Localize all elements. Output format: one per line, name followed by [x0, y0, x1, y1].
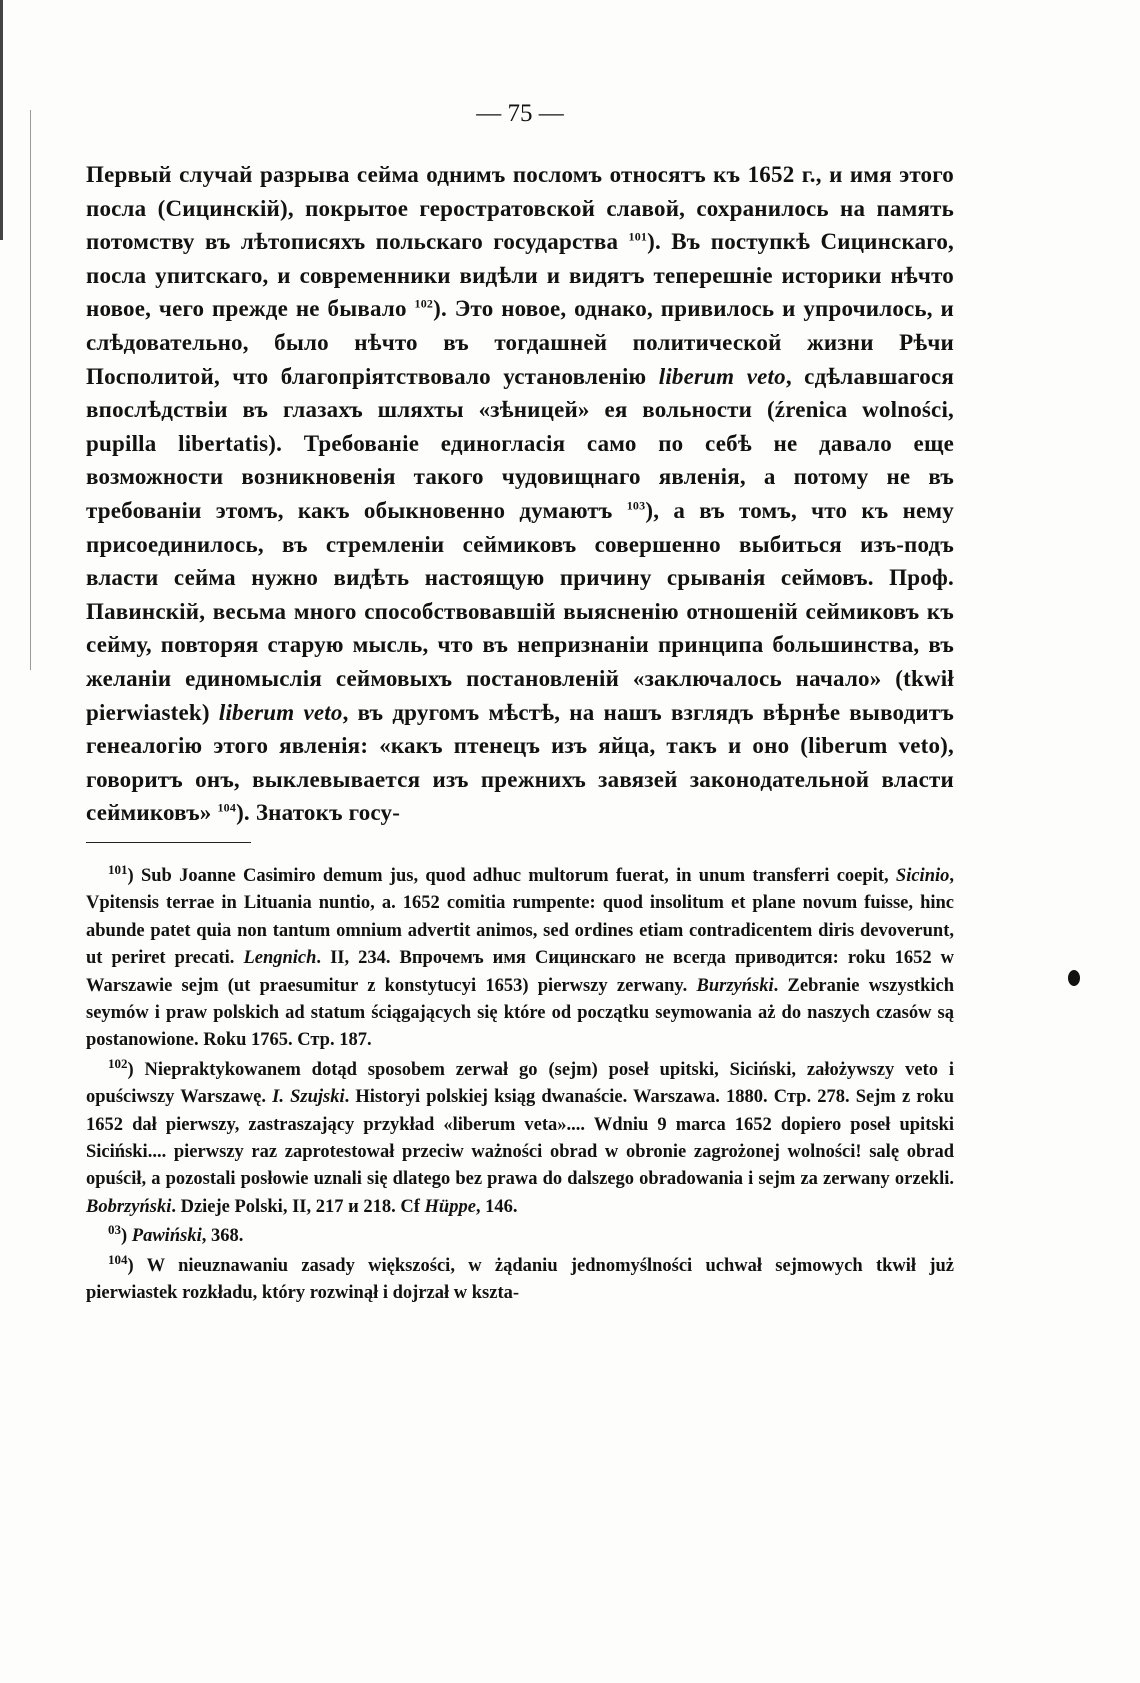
footnote-101: [86, 863, 954, 1055]
footnote-ref: 103: [626, 498, 646, 513]
page: [86, 100, 954, 1309]
text-run: ), а въ томъ, что къ нему присоединилось, въ стремленіи сеймиковъ совершенно выбиться изъ-подъ власти сейма нужно видѣть настоящую причину срыванія сеймовъ. Проф. Павинскій, весьма много способствовавшій выясненію отношеній сеймиковъ къ сейму, повторяя старую мысль, что въ непризнаніи принципа большинства, въ желаніи единомыслія сеймовыхъ постановленій «заключалось начало» (tkwił pierwiastek): [86, 497, 954, 725]
scan-margin-line: [30, 110, 31, 670]
text-run: ). Знатокъ госу-: [236, 800, 401, 826]
footnote-italic: Pawiński: [131, 1226, 202, 1247]
footnote-marker: 101: [108, 861, 128, 877]
footnote-text: , 146.: [475, 1196, 518, 1217]
italic-term: liberum veto: [218, 699, 343, 725]
footnote-text: , 368.: [201, 1226, 244, 1247]
footnote-ref: 101: [628, 229, 648, 244]
footnote-text: . Zebranie wszystkich seymów i praw polskich ad statum ściągających się które od początku seymowania aż do naszych czasów są postanowione. Roku 1765. Стр. 187.: [86, 975, 955, 1051]
footnote-text: ) Sub Joanne Casimiro demum jus, quod adhuc multorum fuerat, in unum transferri coepit,: [127, 865, 889, 886]
text-run: ). Это новое, однако, привилось и упрочилось, и слѣдовательно, было нѣчто въ тогдашней политической жизни Рѣчи Посполитой, что благопріятствовало установленію: [86, 296, 954, 389]
footnotes: [86, 863, 954, 1308]
text-run: , сдѣлавшагося впослѣдствіи въ глазахъ шляхты «зѣницей» ея вольности (źrenica wolności, pupilla libertatis). Требованіе единогласія само по себѣ не давало еще возможности возникновенія такого чудовищнаго явленія, а потому не въ требованіи этомъ, какъ обыкновенно думаютъ: [86, 363, 954, 523]
footnote-marker: 03: [108, 1222, 121, 1237]
footnote-italic: Bobrzyński: [86, 1196, 172, 1217]
footnote-italic: Sicinio: [895, 865, 950, 886]
text-run: , въ другомъ мѣстѣ, на нашъ взглядъ вѣрнѣе выводитъ генеалогію этого явленія: «какъ птенецъ изъ яйца, такъ и оно (liberum veto), говоритъ онъ, выклевывается изъ прежнихъ завязей законодательной власти сеймиковъ»: [86, 699, 954, 826]
page-number: — 75 —: [476, 100, 564, 127]
footnote-102: [86, 1057, 954, 1221]
footnote-ref: 102: [414, 296, 434, 311]
footnote-marker: 104: [108, 1251, 128, 1267]
footnote-ref: 104: [217, 800, 237, 815]
text-run: ). Въ поступкѣ Сицинскаго, посла упитскаго, и современники видѣли и видятъ теперешніе историки нѣчто новое, чего прежде не бывало: [86, 229, 954, 322]
footnote-text: , Vpitensis terrae in Lituania nuntio, a. 1652 comitia rumpente: quod insolitum et plane novum fuisse, hinc abunde patet quia non tantum omnium advertit animos, sed ordines etiam contradicentem diris devoverunt, ut periret precati.: [86, 865, 955, 969]
footnote-text: . Historyi polskiej ksiąg dwanaście. Warszawa. 1880. Стр. 278. Sejm z roku 1652 dał pierwszy, zastraszający przykład «liberum veta».... Wdniu 9 marca 1652 dopiero poseł upitski Siciński.... pierwszy raz zaprotestował przeciw ważności obrad w obronie zagrożonej wolności! salę obrad opuścił, a pozostali posłowie uznali się dlatego bez prawa do dalszego obradowania i sejm za zerwany orzekli.: [86, 1087, 954, 1190]
footnote-italic: I. Szujski: [272, 1087, 345, 1108]
footnote-italic: Hüppe: [424, 1196, 476, 1217]
footnote-italic: Burzyński: [696, 975, 774, 996]
ink-blot: [1068, 970, 1080, 986]
footnote-103: [86, 1223, 954, 1250]
footnote-divider: [86, 842, 251, 843]
italic-term: liberum veto: [658, 363, 786, 389]
footnote-104: [86, 1253, 954, 1308]
main-text: [86, 158, 954, 830]
main-paragraph: [86, 158, 954, 830]
footnote-text: ) W nieuznawaniu zasady większości, w żądaniu jednomyślności uchwał sejmowych tkwił już pierwiastek rozkładu, który rozwinął i dojrzał w ksztа-: [86, 1255, 954, 1303]
text-run: Первый случай разрыва сейма однимъ посломъ относятъ къ 1652 г., и имя этого посла (Сицинскій), покрытое геростратовской славой, сохранилось на память потомству въ лѣтописяхъ польскаго государства: [86, 162, 954, 255]
footnote-italic: Lengnich: [243, 948, 317, 969]
footnote-text: . II, 234. Впрочемъ имя Сицинскаго не всегда приводится: roku 1652 w Warszawie sejm (ut praesumitur z konstytucyi 1653) pierwszy zerwany.: [86, 948, 955, 996]
footnote-marker: 102: [108, 1055, 128, 1071]
footnote-text: ): [121, 1226, 128, 1247]
footnote-text: . Dzieje Polski, II, 217 и 218. Cf: [171, 1196, 420, 1217]
scan-edge-mark: [0, 0, 3, 240]
footnote-text: ) Niepraktykowanem dotąd sposobem zerwał go (sejm) poseł upitski, Siciński, założywszy veto i opuściwszy Warszawę.: [86, 1059, 954, 1108]
